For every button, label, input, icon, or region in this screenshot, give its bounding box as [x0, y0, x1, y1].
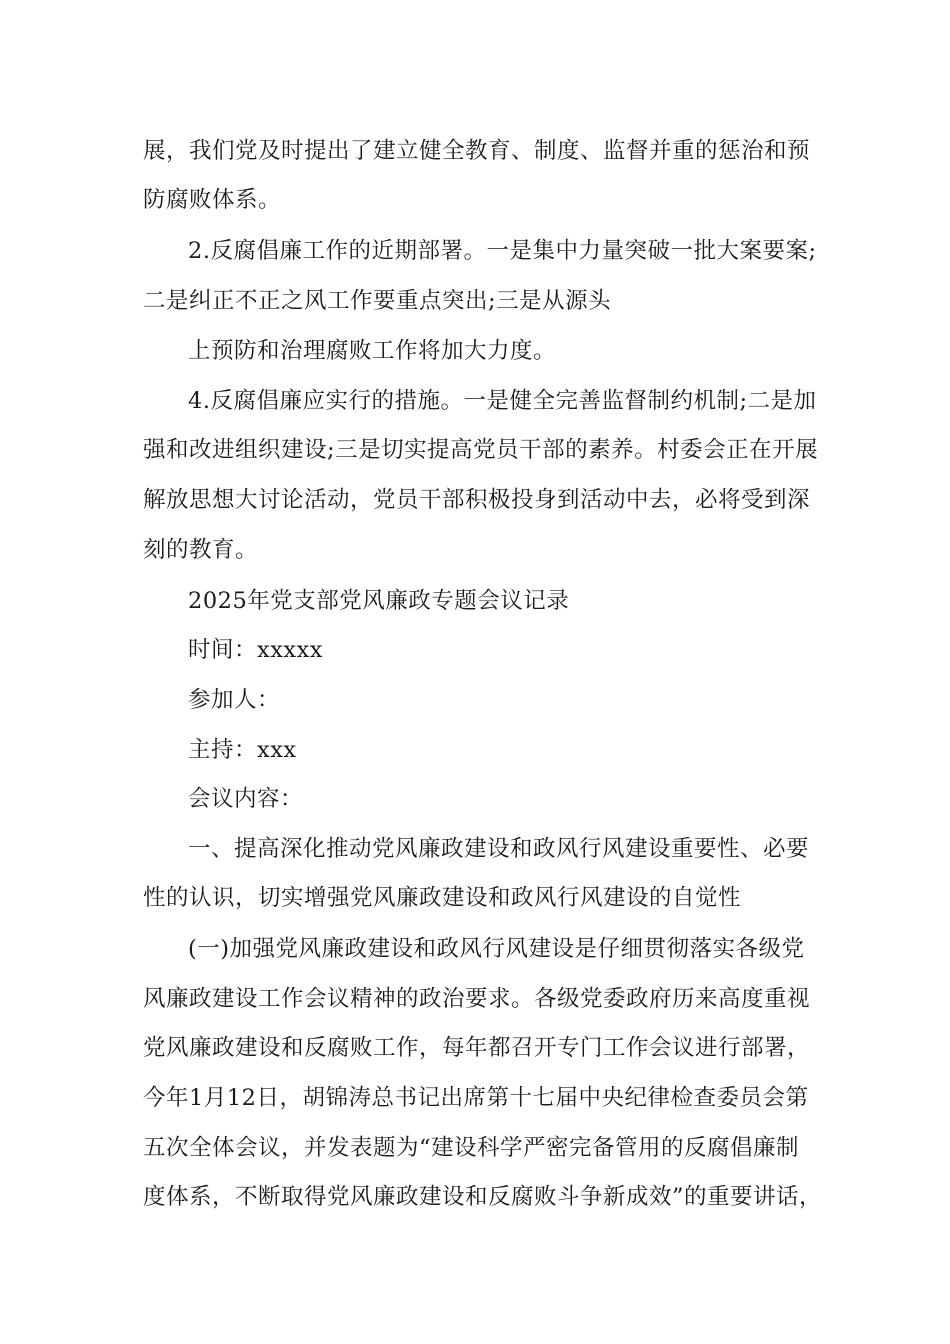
text-line: 防腐败体系。	[143, 187, 282, 213]
text-line: 党风廉政建设和反腐败工作，每年都召开专门工作会议进行部署，	[143, 1035, 811, 1061]
text-line: 解放思想大讨论活动，党员干部积极投身到活动中去，必将受到深	[143, 487, 811, 513]
text-line: 性的认识，切实增强党风廉政建设和政风行风建设的自觉性	[143, 885, 742, 911]
section-heading: 2025年党支部党风廉政专题会议记录	[188, 588, 570, 614]
text-line: 刻的教育。	[143, 537, 259, 563]
text-line: 4.反腐倡廉应实行的措施。一是健全完善监督制约机制;二是加	[188, 388, 817, 414]
text-line: 今年1月12日，胡锦涛总书记出席第十七届中央纪律检查委员会第	[143, 1085, 809, 1111]
text-line: 二是纠正不正之风工作要重点突出;三是从源头	[143, 288, 612, 314]
text-line: 一、提高深化推动党风廉政建设和政风行风建设重要性、必要	[188, 836, 810, 862]
text-line: 上预防和治理腐败工作将加大力度。	[188, 338, 557, 364]
text-line: 风廉政建设工作会议精神的政治要求。各级党委政府历来高度重视	[143, 986, 811, 1012]
text-line: 展，我们党及时提出了建立健全教育、制度、监督并重的惩治和预	[143, 138, 811, 164]
meeting-host: 主持：xxx	[188, 737, 297, 763]
text-line: (一)加强党风廉政建设和政风行风建设是仔细贯彻落实各级党	[188, 936, 805, 962]
meeting-time: 时间：xxxxx	[188, 637, 323, 663]
text-line: 2.反腐倡廉工作的近期部署。一是集中力量突破一批大案要案;	[188, 238, 817, 264]
meeting-content-label: 会议内容：	[188, 786, 304, 812]
meeting-participants: 参加人：	[188, 687, 281, 713]
text-line: 强和改进组织建设;三是切实提高党员干部的素养。村委会正在开展	[143, 437, 819, 463]
text-line: 五次全体会议，并发表题为“建设科学严密完备管用的反腐倡廉制	[143, 1135, 800, 1161]
text-line: 度体系，不断取得党风廉政建设和反腐败斗争新成效”的重要讲话，	[143, 1184, 823, 1210]
